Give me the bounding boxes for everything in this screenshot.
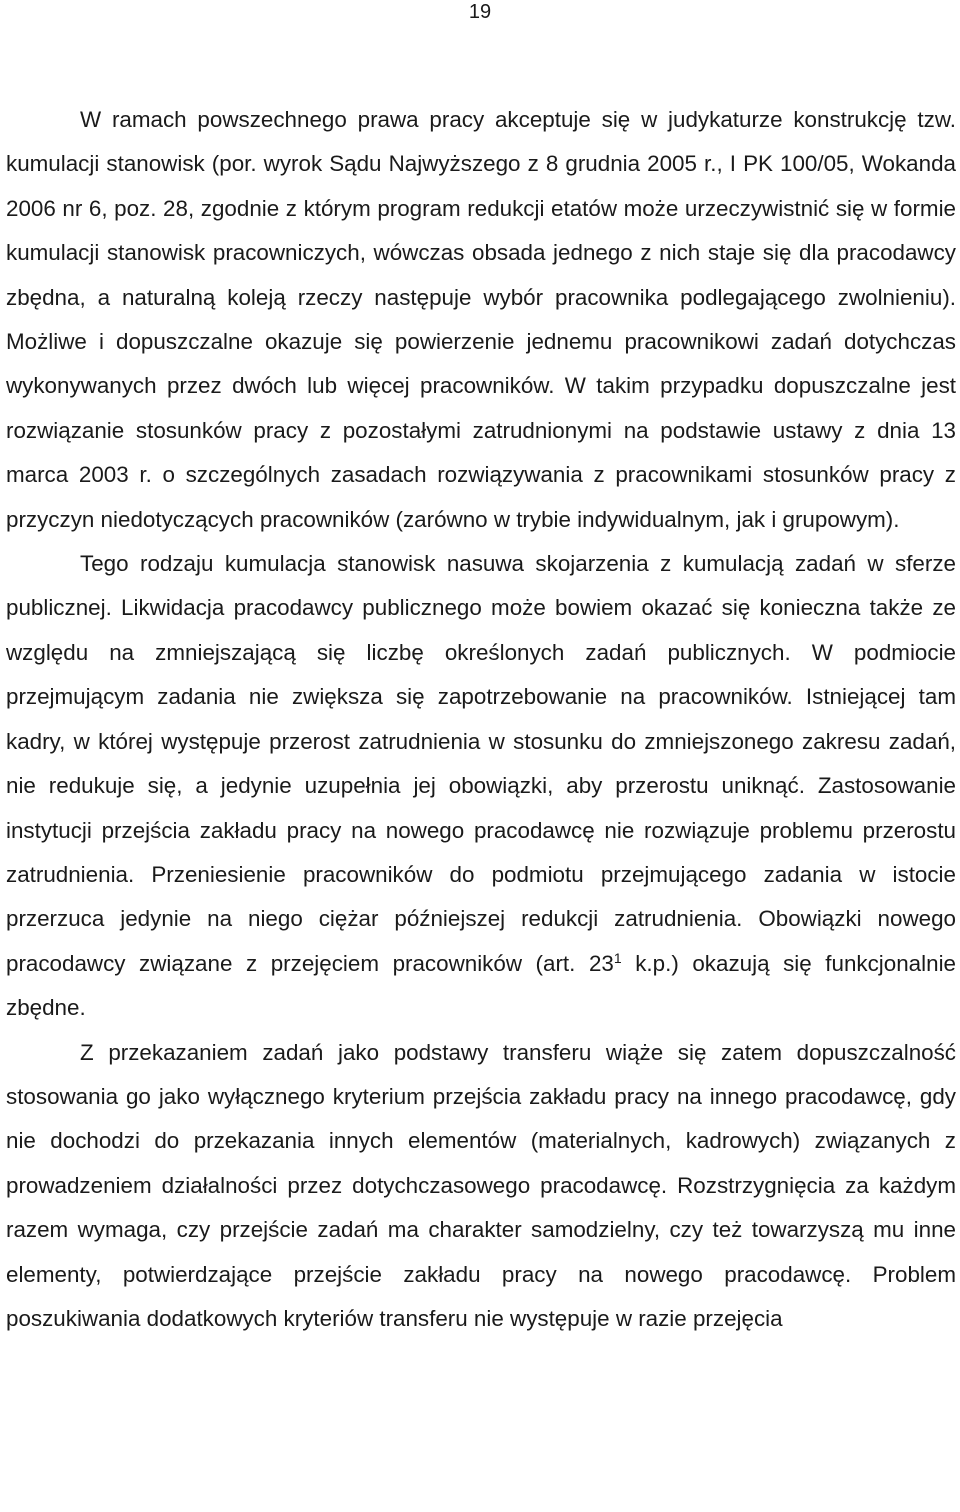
page-number: 19 [468,1,492,23]
paragraph-public-sector-tasks [6,542,956,1030]
paragraph-cumulation-of-positions: W ramach powszechnego prawa pracy akceptuje się w judykaturze konstrukcję tzw. kumulacji stanowisk (por. wyrok Sądu Najwyższego z 8 grudnia 2005 r., I PK 100/05, Wokanda 2006 nr 6, poz. 28, zgodnie z którym program redukcji etatów może urzeczywistnić się w formie kumulacji stanowisk pracowniczych, wówczas obsada jednego z nich staje się dla pracodawcy zbędna, a naturalną koleją rzeczy następuje wybór pracownika podlegającego zwolnieniu). Możliwe i dopuszczalne okazuje się powierzenie jednemu pracownikowi zadań dotychczas wykonywanych przez dwóch lub więcej pracowników. W takim przypadku dopuszczalne jest rozwiązanie stosunków pracy z pozostałymi zatrudnionymi na podstawie ustawy z dnia 13 marca 2003 r. o szczególnych zasadach rozwiązywania z pracownikami stosunków pracy z przyczyn niedotyczących pracowników (zarówno w trybie indywidualnym, jak i grupowym). [6,107,956,532]
paragraph-text-end: k.p.) okazują się funkcjonalnie zbędne. [6,950,956,1021]
document-body [6,98,956,1341]
paragraph-transfer-criteria: Z przekazaniem zadań jako podstawy transferu wiąże się zatem dopuszczalność stosowania go jako wyłącznego kryterium przejścia zakładu pracy na innego pracodawcę, gdy nie dochodzi do przekazania innych elementów (materialnych, kadrowych) związanych z prowadzeniem działalności przez dotychczasowego pracodawcę. Rozstrzygnięcia za każdym razem wymaga, czy przejście zadań ma charakter samodzielny, czy też towarzyszą mu inne elementy, potwierdzające przejście zakładu pracy na nowego pracodawcę. Problem poszukiwania dodatkowych kryteriów transferu nie występuje w razie przejęcia [6,1039,956,1331]
article-superscript: 1 [613,949,622,966]
paragraph-text: Tego rodzaju kumulacja stanowisk nasuwa skojarzenia z kumulacją zadań w sferze publicznej. Likwidacja pracodawcy publicznego może bowiem okazać się konieczna także ze względu na zmniejszającą się liczbę określonych zadań publicznych. W podmiocie przejmującym zadania nie zwiększa się zapotrzebowanie na pracowników. Istniejącej tam kadry, w której występuje przerost zatrudnienia w stosunku do zmniejszonego zakresu zadań, nie redukuje się, a jedynie uzupełnia jej obowiązki, aby przerostu uniknąć. Zastosowanie instytucji przejścia zakładu pracy na nowego pracodawcę nie rozwiązuje problemu przerostu zatrudnienia. Przeniesienie pracowników do podmiotu przejmującego zadania w istocie przerzuca jedynie na niego ciężar późniejszej redukcji zatrudnienia. Obowiązki nowego pracodawcy związane z przejęciem pracowników (art. 23 [6,551,956,976]
